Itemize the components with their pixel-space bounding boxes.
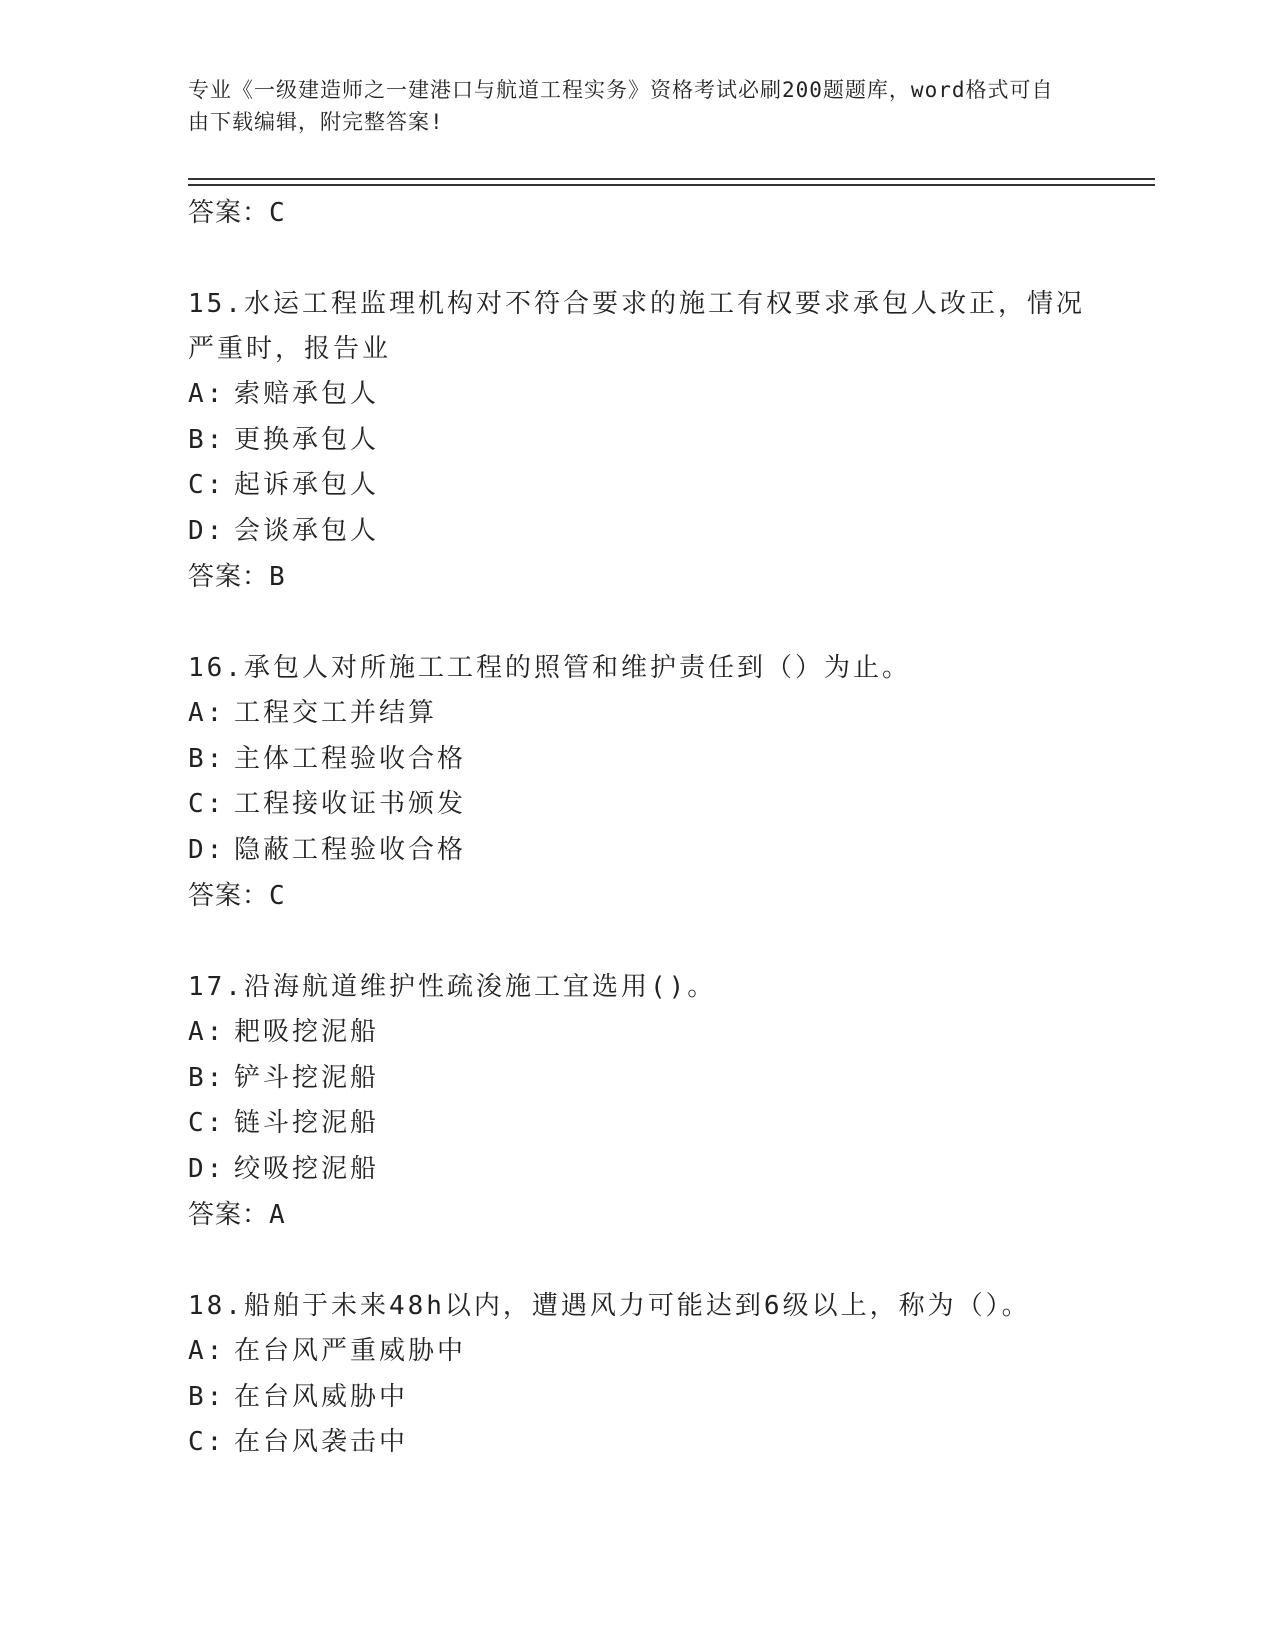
answer-option (188, 1010, 1088, 1056)
option-text: 耙吸挖泥船 (234, 1017, 380, 1047)
header-rule-top (188, 178, 1155, 180)
answer-option (188, 1329, 1088, 1375)
answer-option (188, 828, 1088, 874)
option-key: A: (188, 698, 226, 728)
answer-label: 答案： (188, 881, 270, 911)
question-stem: 15.水运工程监理机构对不符合要求的施工有权要求承包人改正，情况严重时，报告业 (188, 289, 1085, 364)
document-header: 专业《一级建造师之一建港口与航道工程实务》资格考试必刷200题题库，word格式可自由下载编辑，附完整答案! (188, 78, 1054, 134)
answer-line (188, 873, 1088, 919)
question-item (188, 282, 1088, 600)
answer-option (188, 737, 1088, 783)
answer-option (188, 782, 1088, 828)
question-stem: 16.承包人对所施工工程的照管和维护责任到（）为止。 (188, 653, 911, 683)
answer-option (188, 691, 1088, 737)
option-text: 会谈承包人 (234, 515, 380, 546)
answer-value: C (269, 881, 286, 911)
answer-label: 答案： (188, 198, 270, 228)
option-text: 主体工程验收合格 (234, 743, 467, 774)
option-text: 在台风严重威胁中 (234, 1336, 467, 1366)
option-key: B: (188, 1062, 226, 1093)
question-stem: 17.沿海航道维护性疏浚施工宜选用()。 (188, 972, 717, 1002)
option-text: 链斗挖泥船 (234, 1108, 380, 1138)
option-text: 工程交工并结算 (234, 698, 438, 728)
option-key: D: (188, 1153, 226, 1184)
answer-label: 答案： (188, 1200, 270, 1230)
answer-line (188, 1192, 1088, 1238)
option-key: B: (188, 1381, 226, 1412)
option-key: A: (188, 1017, 226, 1047)
answer-option (188, 509, 1088, 555)
question-list (188, 282, 1088, 1466)
answer-line (188, 190, 1088, 236)
answer-value: A (269, 1200, 286, 1230)
option-key: B: (188, 743, 226, 774)
option-text: 绞吸挖泥船 (234, 1153, 380, 1184)
question-item (188, 646, 1088, 919)
option-text: 在台风威胁中 (234, 1381, 409, 1412)
question-item (188, 965, 1088, 1238)
answer-value: B (269, 562, 286, 592)
question-stem: 18.船舶于未来48h以内，遭遇风力可能达到6级以上，称为（）。 (188, 1291, 1031, 1321)
option-text: 铲斗挖泥船 (234, 1062, 380, 1093)
option-text: 隐蔽工程验收合格 (234, 834, 467, 865)
option-key: C: (188, 1108, 226, 1138)
option-key: C: (188, 789, 226, 819)
option-key: D: (188, 834, 226, 865)
option-text: 在台风袭击中 (234, 1427, 409, 1457)
header-rule-bottom (188, 184, 1155, 186)
answer-option (188, 463, 1088, 509)
question-item (188, 1284, 1088, 1466)
answer-option (188, 418, 1088, 464)
answer-label: 答案： (188, 562, 270, 592)
option-key: D: (188, 515, 226, 546)
document-body (188, 190, 1088, 1466)
option-text: 索赔承包人 (234, 379, 380, 409)
answer-option (188, 1375, 1088, 1421)
answer-option (188, 1101, 1088, 1147)
answer-option (188, 372, 1088, 418)
option-key: C: (188, 470, 226, 500)
answer-option (188, 1056, 1088, 1102)
option-key: C: (188, 1427, 226, 1457)
answer-line (188, 554, 1088, 600)
option-key: A: (188, 379, 226, 409)
option-key: A: (188, 1336, 226, 1366)
answer-value: C (269, 198, 286, 228)
answer-option (188, 1147, 1088, 1193)
option-text: 更换承包人 (234, 424, 380, 455)
option-text: 起诉承包人 (234, 470, 380, 500)
option-text: 工程接收证书颁发 (234, 789, 467, 819)
answer-option (188, 1420, 1088, 1466)
option-key: B: (188, 424, 226, 455)
